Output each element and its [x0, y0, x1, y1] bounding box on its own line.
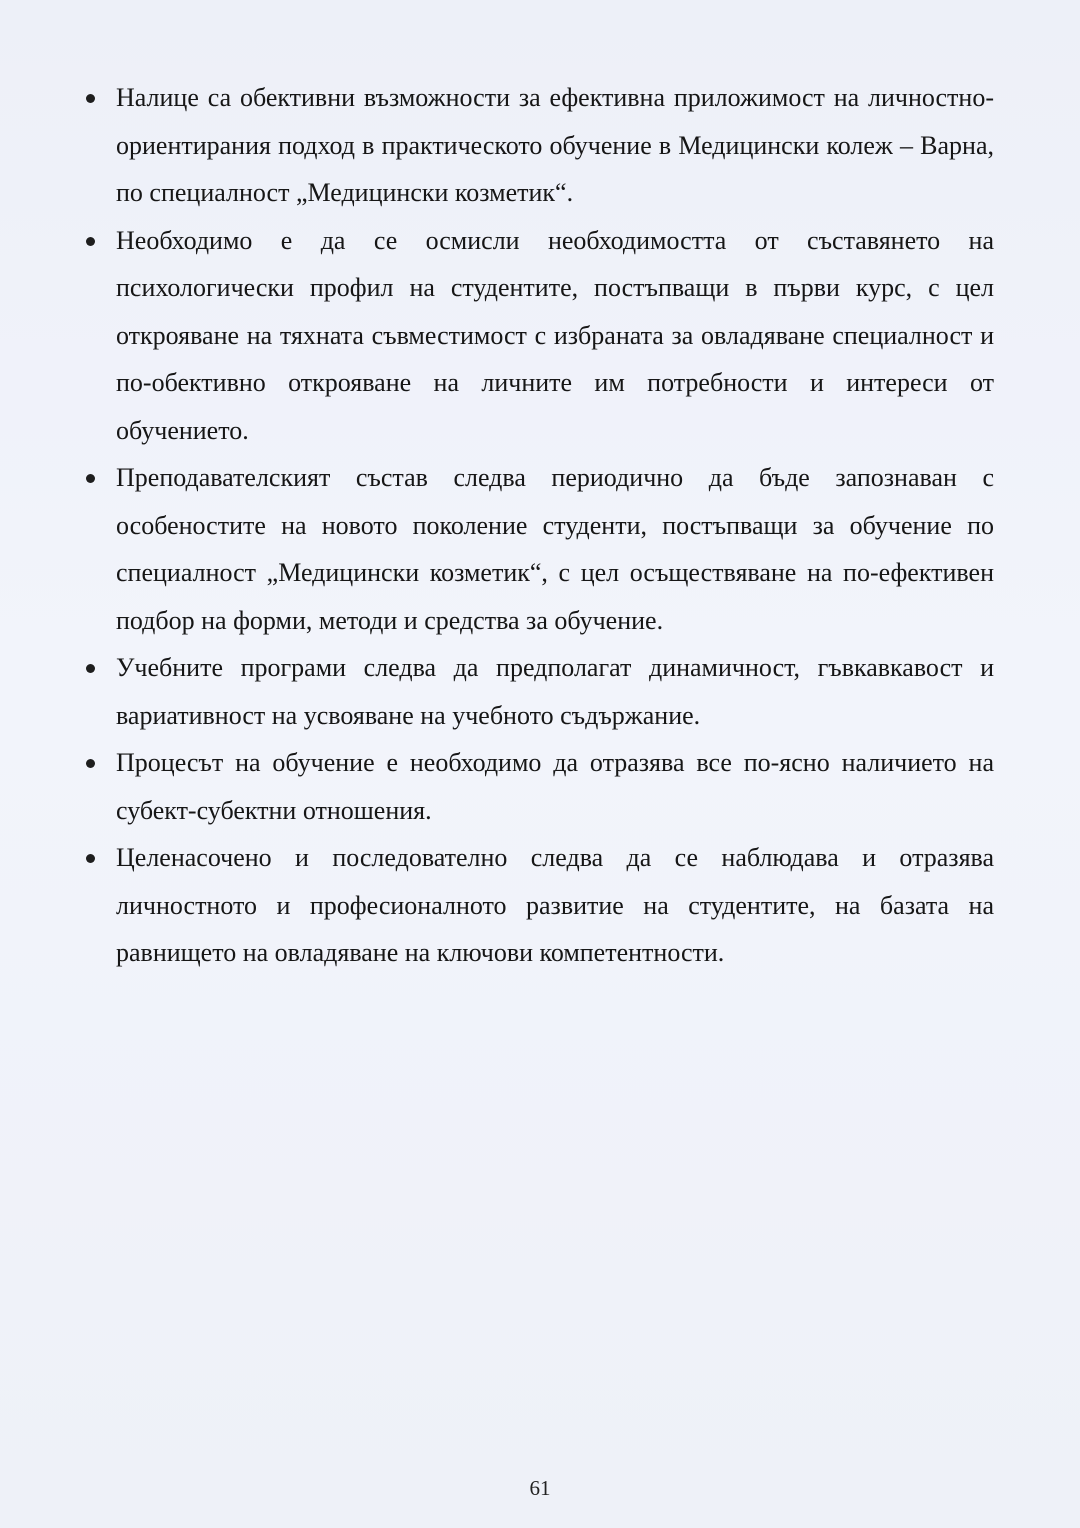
bullet-icon [86, 854, 95, 863]
list-item [86, 74, 994, 217]
bullet-icon [86, 237, 95, 246]
bullet-icon [86, 664, 95, 673]
list-item [86, 834, 994, 977]
list-item [86, 644, 994, 739]
list-item-text: Процесът на обучение е необходимо да отразява все по-ясно наличието на субект-субектни отношения. [116, 748, 994, 825]
list-item [86, 454, 994, 644]
page-number: 61 [529, 1476, 551, 1500]
list-item-text: Необходимо е да се осмисли необходимостта от съставянето на психологически профил на студентите, постъпващи в първи курс, с цел открояване на тяхната съвместимост с избраната за овладяване специалност и по-обективно открояване на личните им потребности и интереси от обучението. [116, 225, 994, 445]
list-item-text: Учебните програми следва да предполагат динамичност, гъвкавкавост и вариативност на усвояване на учебното съдържание. [116, 653, 994, 730]
list-item [86, 739, 994, 834]
list-item-text: Преподавателският състав следва периодично да бъде запознаван с особеностите на новото поколение студенти, постъпващи за обучение по специалност „Медицински козметик“, с цел осъществяване на по-ефективен подбор на форми, методи и средства за обучение. [116, 463, 994, 635]
bullet-icon [86, 759, 95, 768]
list-item [86, 217, 994, 455]
list-item-text: Налице са обективни възможности за ефективна приложимост на личностно-ориентирания подход в практическото обучение в Медицински колеж – Варна, по специалност „Медицински козметик“. [116, 83, 994, 207]
bullet-icon [86, 474, 95, 483]
conclusions-list [86, 74, 994, 977]
bullet-icon [86, 94, 95, 103]
list-item-text: Целенасочено и последователно следва да се наблюдава и отразява личностното и професионалното развитие на студентите, на базата на равнището на овладяване на ключови компетентности. [116, 843, 994, 967]
